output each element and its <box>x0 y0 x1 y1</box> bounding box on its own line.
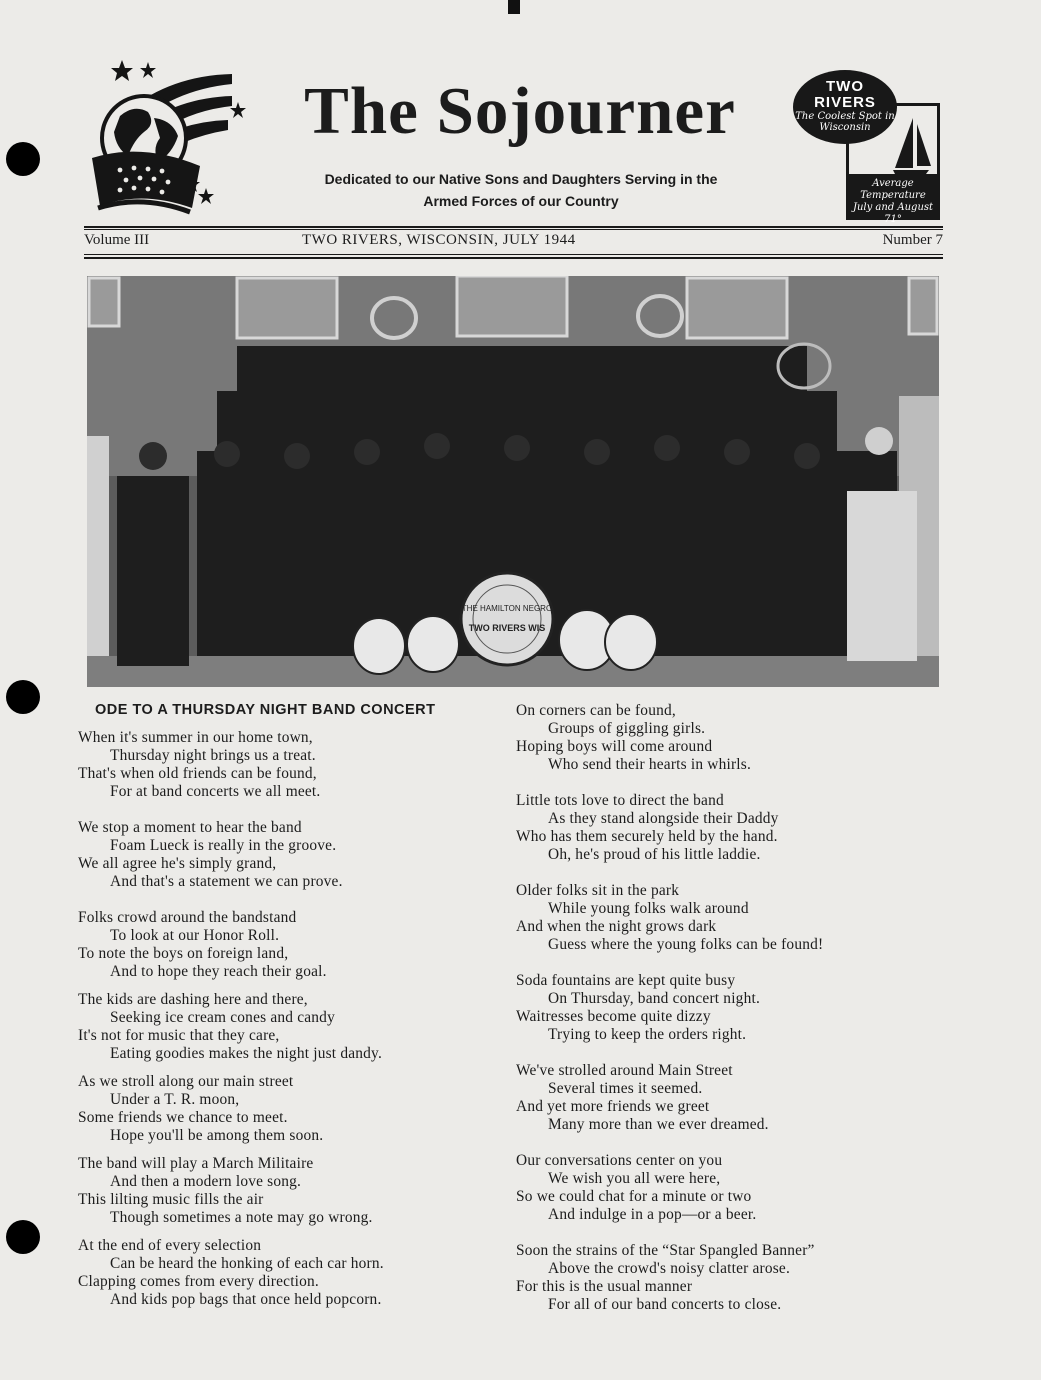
drum-text: TWO RIVERS WIS <box>468 623 546 633</box>
masthead-rule <box>84 254 943 255</box>
issue-line <box>84 232 943 252</box>
stanza <box>516 792 936 864</box>
poem-line: We all agree he's simply grand, <box>78 855 277 872</box>
poem-title: ODE TO A THURSDAY NIGHT BAND CONCERT <box>95 702 436 718</box>
volume-label: Volume III <box>84 232 150 248</box>
masthead-title: The Sojourner <box>304 74 736 148</box>
stanza <box>78 1073 498 1145</box>
poem-line: Guess where the young folks can be found! <box>548 936 824 953</box>
badge-city: TWO RIVERS <box>814 78 876 111</box>
badge-temperature <box>846 174 940 225</box>
stanza <box>516 882 936 954</box>
stanza <box>516 1062 936 1134</box>
poem-line: Oh, he's proud of his little laddie. <box>548 846 761 863</box>
stanza <box>516 1152 936 1224</box>
badge-oval <box>793 70 897 144</box>
poem-column-left <box>78 729 498 1309</box>
punch-hole <box>6 1220 40 1254</box>
stanza <box>78 1155 498 1227</box>
dedication-line: Dedicated to our Native Sons and Daughters Serving in the <box>324 171 718 187</box>
poem-line: As they stand alongside their Daddy <box>548 810 779 827</box>
poem-line: Folks crowd around the bandstand <box>78 909 297 926</box>
poem-line: Thursday night brings us a treat. <box>110 747 316 764</box>
badge-tagline: The Coolest Spot in Wisconsin <box>795 111 895 133</box>
badge-temp-value: 71° <box>884 214 902 225</box>
poem-line: Clapping comes from every direction. <box>78 1273 319 1290</box>
poem-line: Soda fountains are kept quite busy <box>516 972 736 989</box>
stanza <box>516 1242 936 1314</box>
poem-line: For at band concerts we all meet. <box>110 783 321 800</box>
poem-line: For this is the usual manner <box>516 1278 693 1295</box>
poem-line: And indulge in a pop—or a beer. <box>548 1206 757 1223</box>
poem-line: To note the boys on foreign land, <box>78 945 289 962</box>
stanza <box>516 702 936 774</box>
punch-hole <box>6 142 40 176</box>
poem-line: Our conversations center on you <box>516 1152 723 1169</box>
poem-line: And when the night grows dark <box>516 918 717 935</box>
poem-line: Under a T. R. moon, <box>110 1091 240 1108</box>
poem-line: On corners can be found, <box>516 702 676 719</box>
poem-line: On Thursday, band concert night. <box>548 990 760 1007</box>
drum-text: THE HAMILTON NEGRO <box>461 604 553 613</box>
stanza <box>78 1237 498 1309</box>
poem-line: We stop a moment to hear the band <box>78 819 302 836</box>
poem-line: And that's a statement we can prove. <box>110 873 343 890</box>
poem-line: And yet more friends we greet <box>516 1098 710 1115</box>
poem-line: Soon the strains of the “Star Spangled Banner” <box>516 1242 815 1259</box>
poem-line: We wish you all were here, <box>548 1170 721 1187</box>
poem-line: Older folks sit in the park <box>516 882 680 899</box>
dedication-line: Armed Forces of our Country <box>423 193 619 209</box>
poem-line: This lilting music fills the air <box>78 1191 264 1208</box>
two-rivers-badge <box>793 70 943 225</box>
poem-line: Though sometimes a note may go wrong. <box>110 1209 373 1226</box>
dedication <box>262 168 780 212</box>
badge-temp-label: Average Temperature <box>860 178 926 201</box>
poem-line: That's when old friends can be found, <box>78 765 317 782</box>
poem-line: Hoping boys will come around <box>516 738 713 755</box>
masthead-rule <box>84 226 943 228</box>
stanza <box>78 729 498 801</box>
poem-line: The band will play a March Militaire <box>78 1155 314 1172</box>
poem-line: Some friends we chance to meet. <box>78 1109 288 1126</box>
poem-line: Groups of giggling girls. <box>548 720 706 737</box>
poem-line: Hope you'll be among them soon. <box>110 1127 324 1144</box>
poem-line: Waitresses become quite dizzy <box>516 1008 711 1025</box>
poem-line: Eating goodies makes the night just dandy. <box>110 1045 382 1062</box>
poem-line: And kids pop bags that once held popcorn. <box>110 1291 382 1308</box>
place-date: TWO RIVERS, WISCONSIN, JULY 1944 <box>302 232 576 248</box>
poem-column-right <box>516 702 936 1314</box>
badge-temp-months: July and August <box>852 202 934 213</box>
masthead-rule <box>84 257 943 259</box>
poem-line: Trying to keep the orders right. <box>548 1026 747 1043</box>
poem-line: At the end of every selection <box>78 1237 262 1254</box>
poem-line: As we stroll along our main street <box>78 1073 294 1090</box>
poem-line: It's not for music that they care, <box>78 1027 280 1044</box>
issue-number: Number 7 <box>882 232 943 248</box>
poem-line: The kids are dashing here and there, <box>78 991 308 1008</box>
stanza <box>78 991 498 1063</box>
punch-hole <box>6 680 40 714</box>
poem-line: Many more than we ever dreamed. <box>548 1116 769 1133</box>
poem-line: Who send their hearts in whirls. <box>548 756 752 773</box>
poem-line: Above the crowd's noisy clatter arose. <box>548 1260 791 1277</box>
poem-line: For all of our band concerts to close. <box>548 1296 782 1313</box>
poem-line: Can be heard the honking of each car horn. <box>110 1255 384 1272</box>
poem-line: To look at our Honor Roll. <box>110 927 280 944</box>
poem-line: Foam Lueck is really in the groove. <box>110 837 337 854</box>
poem-line: And to hope they reach their goal. <box>110 963 327 980</box>
page-edge-mark <box>508 0 520 14</box>
band-photograph <box>87 276 939 687</box>
globe-flag-logo <box>82 58 252 223</box>
poem-line: While young folks walk around <box>548 900 749 917</box>
masthead-rule <box>84 229 943 230</box>
stanza <box>78 909 498 981</box>
poem-line: Several times it seemed. <box>548 1080 703 1097</box>
stanza <box>78 819 498 891</box>
poem-line: And then a modern love song. <box>110 1173 302 1190</box>
poem-line: We've strolled around Main Street <box>516 1062 733 1079</box>
poem-line: So we could chat for a minute or two <box>516 1188 752 1205</box>
stanza <box>516 972 936 1044</box>
poem-line: Seeking ice cream cones and candy <box>110 1009 335 1026</box>
poem-line: Little tots love to direct the band <box>516 792 724 809</box>
poem-line: When it's summer in our home town, <box>78 729 313 746</box>
poem-line: Who has them securely held by the hand. <box>516 828 778 845</box>
